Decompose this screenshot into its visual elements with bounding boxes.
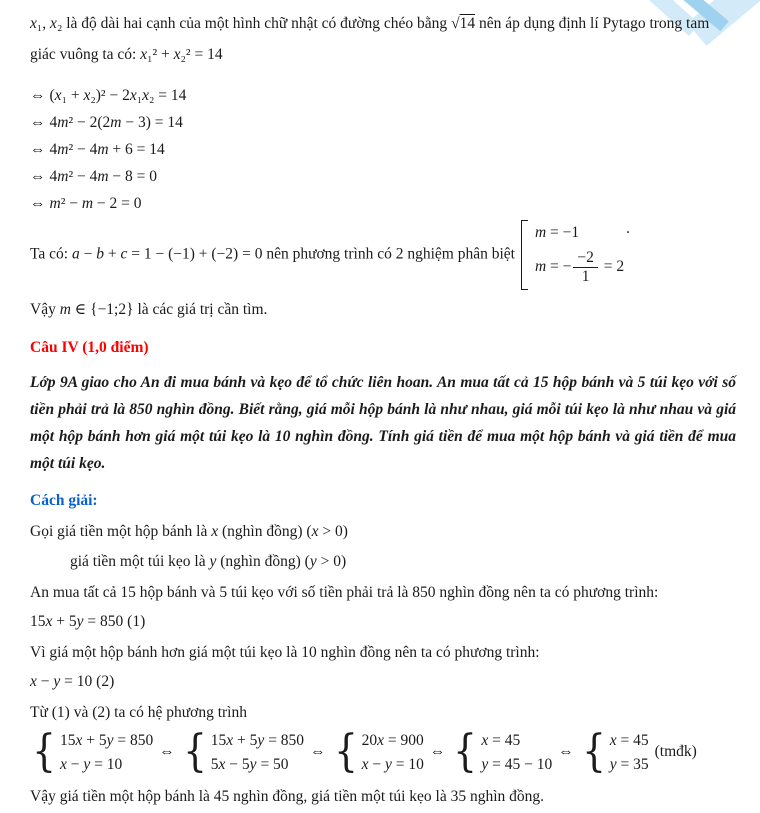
equation-step [30, 112, 736, 133]
define-x-text: Gọi giá tiền một hộp bánh là [30, 522, 212, 540]
radical-sign: √ [451, 15, 460, 32]
sqrt-expression [451, 15, 475, 32]
unit-text: (nghìn đồng) [218, 522, 307, 540]
define-x-line [30, 523, 736, 541]
case-root-2-prefix: m = − [534, 257, 572, 275]
question-4-heading: Câu IV (1,0 điểm) [30, 338, 149, 356]
system-equation: 15x + 5y = 850 [60, 731, 154, 749]
condition-y: (y > 0) [304, 552, 347, 570]
equation-step [30, 166, 736, 187]
left-square-bracket [521, 220, 528, 290]
equivalence-arrow: ⇔ [30, 168, 46, 185]
system-2 [181, 726, 305, 778]
system-4-equations [481, 730, 552, 775]
equivalence-arrow: ⇔ [429, 743, 446, 761]
document-content [30, 8, 736, 806]
system-equation: x = 45 [481, 731, 521, 749]
left-curly-brace: { [32, 726, 56, 778]
method-label: Cách giải: [30, 491, 98, 509]
m-set-expression: m ∈ {−1;2} [59, 300, 134, 318]
equation-2-math: x − y = 10 [30, 672, 93, 690]
cases-group [521, 220, 624, 290]
sentence-equation-1: An mua tất cả 15 hộp bánh và 5 túi kẹo với số tiền phải trả là 850 nghìn đồng nên ta có phương trình: [30, 583, 659, 601]
system-3 [332, 726, 424, 778]
system-1-equations [60, 730, 153, 775]
equation-1-math: 15x + 5y = 850 [30, 612, 124, 630]
case-root-2 [535, 249, 624, 286]
line-prefix: Ta có: [30, 245, 72, 263]
system-3-equations [362, 730, 424, 775]
system-5 [580, 726, 649, 778]
case-root-1: m = −1 [534, 224, 580, 241]
math-sum-of-squares: x₁² + x₂² = 14 [140, 46, 223, 63]
system-equation: 20x = 900 [361, 731, 424, 749]
left-curly-brace: { [581, 726, 606, 778]
equation-step [30, 85, 736, 106]
condition-x: (x > 0) [306, 522, 348, 540]
fraction-numerator: −2 [573, 249, 598, 268]
equation-2-label: (2) [92, 672, 115, 690]
equivalence-arrow: ⇔ [30, 141, 46, 158]
left-curly-brace: { [453, 726, 478, 778]
system-5-equations [610, 730, 649, 775]
equivalence-arrow: ⇔ [558, 743, 574, 761]
variable-x: x [211, 522, 219, 540]
define-y-line [70, 553, 736, 571]
case-root-2-result: = 2 [603, 257, 625, 275]
system-4 [451, 726, 553, 778]
system-equation: x − y = 10 [361, 755, 424, 773]
final-conclusion: Vậy giá tiền một hộp bánh là 45 nghìn đồng, giá tiền một túi kẹo là 35 nghìn đồng. [30, 787, 545, 805]
left-curly-brace: { [182, 726, 207, 778]
step-expression: 4m² − 2(2m − 3) = 14 [49, 114, 183, 131]
sentence-period: . [626, 220, 631, 237]
equivalence-arrow: ⇔ [30, 114, 46, 131]
satisfies-condition-note: (tmđk) [654, 743, 697, 761]
pytago-paragraph [30, 8, 736, 70]
equation-1-label: (1) [123, 612, 146, 630]
system-equation: y = 35 [609, 755, 649, 773]
fraction-denominator: 1 [581, 267, 590, 285]
problem-statement: Lớp 9A giao cho An đi mua bánh và kẹo để tổ chức liên hoan. An mua tất cả 15 hộp bánh và 5 túi kẹo với số tiền phải trả là 850 nghìn đồng. Biết rằng, giá mỗi hộp bánh là như nhau, giá mỗi túi kẹo là như nhau và giá một hộp bánh hơn giá một túi kẹo là 10 nghìn đồng. Tính giá tiền để mua một hộp bánh và giá tiền để mua một túi kẹo. [30, 373, 736, 472]
equivalence-arrow: ⇔ [30, 195, 46, 212]
conclusion-prefix: Vậy [30, 300, 60, 318]
step-expression: m² − m − 2 = 0 [49, 195, 142, 212]
system-equation: 15x + 5y = 850 [210, 731, 305, 749]
line-text: nên phương trình có 2 nghiệm phân biệt [262, 245, 515, 263]
system-equation: y = 45 − 10 [481, 755, 553, 773]
sentence-system: Từ (1) và (2) ta có hệ phương trình [30, 703, 247, 721]
roots-discussion-line [30, 220, 736, 290]
math-roots: x₁, x₂ [30, 15, 63, 32]
equation-1 [30, 613, 736, 631]
left-curly-brace: { [333, 726, 358, 778]
unit-text: (nghìn đồng) [216, 552, 305, 570]
equivalence-arrow: ⇔ [30, 87, 46, 104]
sentence-equation-2: Vì giá một hộp bánh hơn giá một túi kẹo là 10 nghìn đồng nên ta có phương trình: [30, 643, 540, 661]
conclusion-m-values [30, 300, 736, 319]
paragraph-text: là độ dài hai cạnh của một hình chữ nhật có đường chéo bằng [62, 15, 452, 32]
radicand: 14 [459, 15, 476, 32]
step-expression: (x₁ + x₂)² − 2x₁x₂ = 14 [49, 87, 187, 104]
system-1 [30, 726, 154, 778]
conclusion-suffix: là các giá trị cần tìm. [133, 300, 268, 318]
step-expression: 4m² − 4m + 6 = 14 [49, 141, 165, 158]
equation-steps [30, 85, 736, 214]
equivalence-arrow: ⇔ [310, 743, 326, 761]
system-equation: 5x − 5y = 50 [210, 755, 289, 773]
equation-step [30, 139, 736, 160]
define-y-text: giá tiền một túi kẹo là [70, 552, 210, 570]
cases-column [535, 220, 624, 290]
equivalence-arrow: ⇔ [159, 743, 175, 761]
abc-check-expression: a − b + c = 1 − (−1) + (−2) = 0 [71, 245, 263, 263]
variable-y: y [209, 552, 217, 570]
system-solving-chain [30, 726, 736, 778]
paragraph-text: nên áp dụng định lí Pytago trong tam giác vuông ta có: [30, 15, 710, 63]
system-2-equations [211, 730, 304, 775]
step-expression: 4m² − 4m − 8 = 0 [49, 168, 158, 185]
fraction [573, 249, 598, 286]
equation-step [30, 193, 736, 214]
equation-2 [30, 673, 736, 691]
system-equation: x − y = 10 [60, 755, 123, 773]
system-equation: x = 45 [609, 731, 649, 749]
